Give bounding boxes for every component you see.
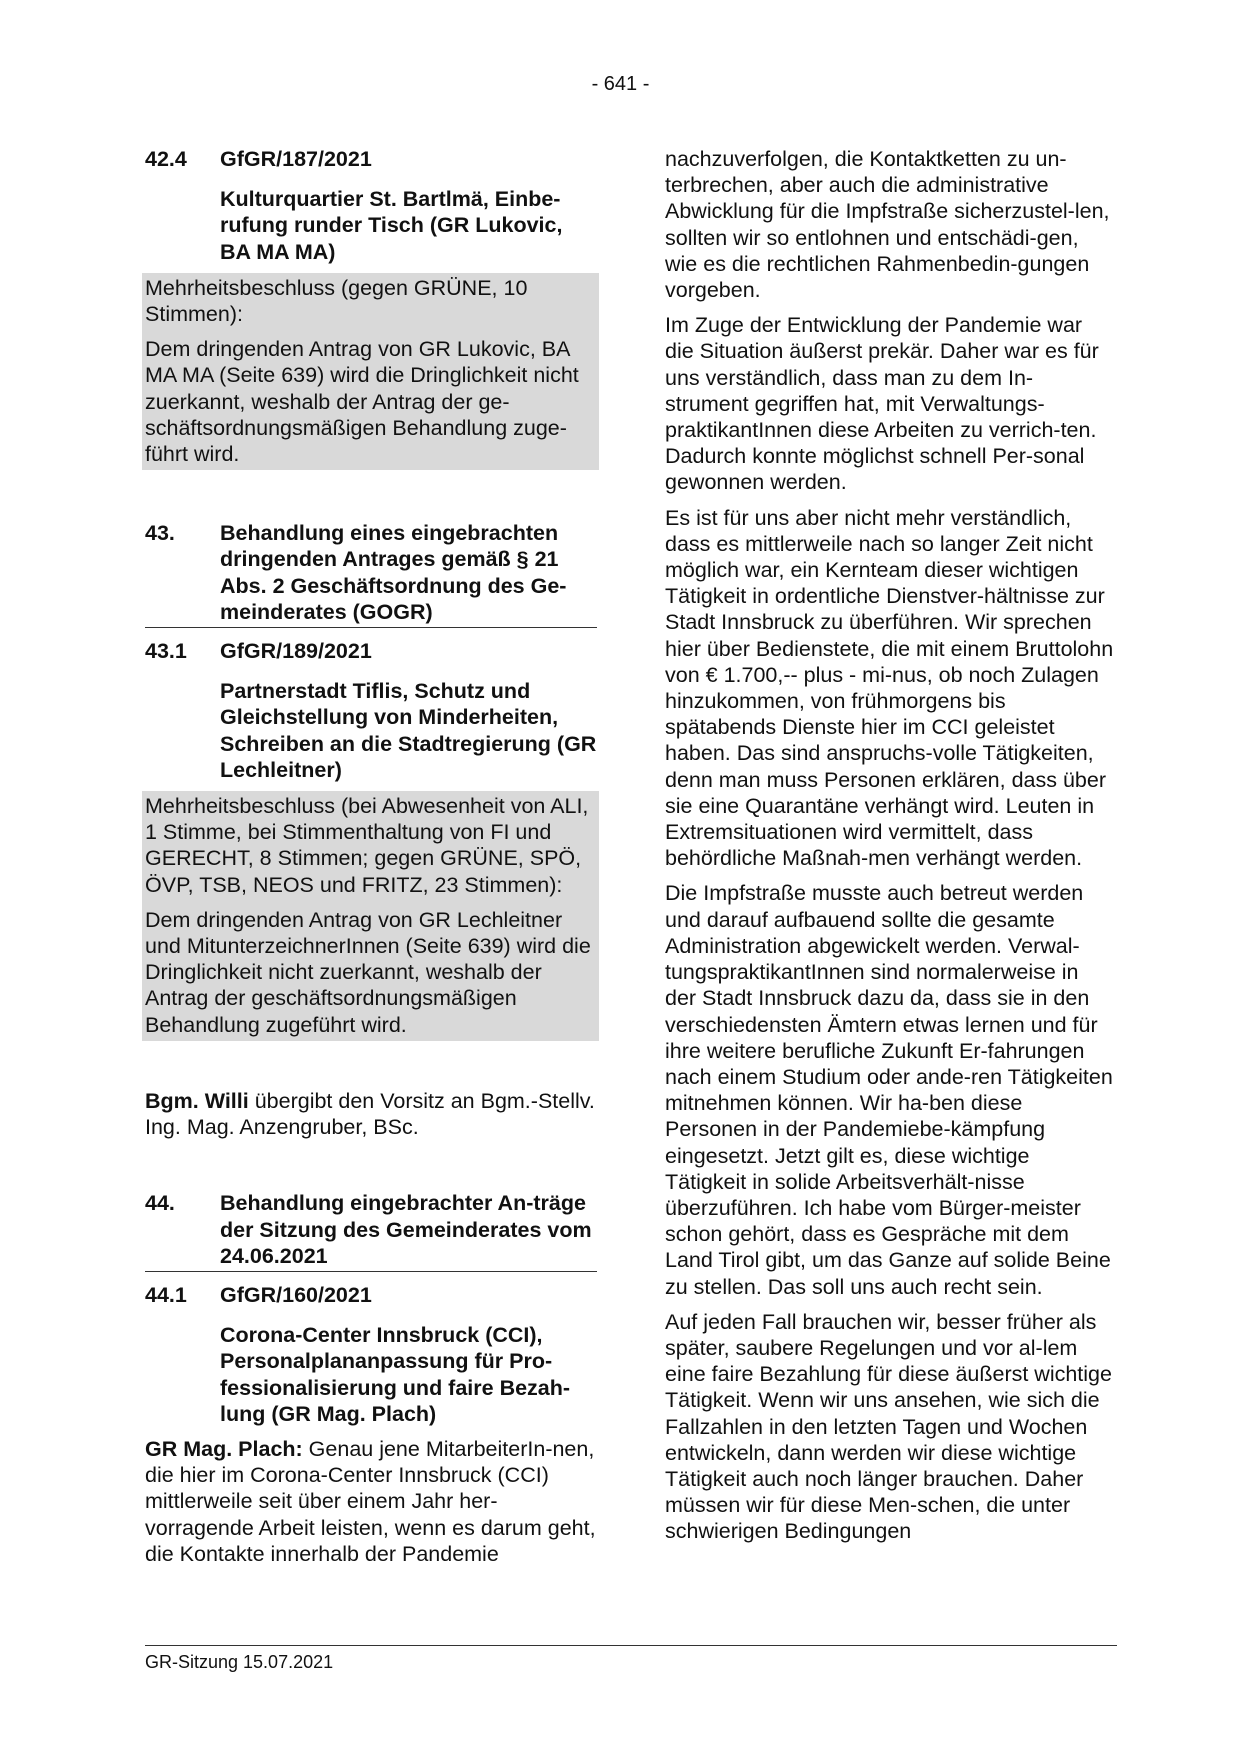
speech-paragraph: Im Zuge der Entwicklung der Pandemie war die Situation äußerst prekär. Daher war es für uns verständlich, dass man zu dem In-strument gegriffen hat, mit Verwaltungs-praktikantInnen diese Arbeiten zu verrich-ten. Dadurch konnte möglichst schnell Per-sonal gewonnen werden. bbox=[665, 313, 1099, 495]
item-42-4-heading bbox=[145, 146, 597, 172]
section-title: Behandlung eines eingebrachten dringenden Antrages gemäß § 21 Abs. 2 Geschäftsordnung des Ge-meinderates (GOGR) bbox=[220, 521, 567, 624]
item-42-4-title: Kulturquartier St. Bartlmä, Einbe-rufung runder Tisch (GR Lukovic, BA MA MA) bbox=[220, 187, 563, 264]
section-number: 44. bbox=[145, 1191, 175, 1216]
item-code: GfGR/189/2021 bbox=[220, 639, 372, 664]
speech-paragraph bbox=[145, 1436, 597, 1567]
right-column bbox=[665, 146, 1115, 1554]
chair-handover-text: übergibt den Vorsitz an Bgm.-Stellv. Ing. Mag. Anzengruber, BSc. bbox=[145, 1088, 595, 1140]
speech-paragraph: Auf jeden Fall brauchen wir, besser früher als später, saubere Regelungen und vor al-lem eine faire Bezahlung für diese äußerst wichtige Tätigkeit. Wenn wir uns ansehen, wie sich die Fallzahlen in den letzten Tagen und Wochen entwickeln, dann werden wir diese wichtige Tätigkeit auch noch länger brauchen. Daher müssen wir für diese Men-schen, die unter schwierigen Bedingungen bbox=[665, 1309, 1112, 1544]
section-number: 43. bbox=[145, 521, 175, 546]
item-code: GfGR/160/2021 bbox=[220, 1282, 372, 1307]
item-number: 43.1 bbox=[145, 639, 187, 664]
section-44-heading bbox=[145, 1190, 597, 1272]
chair-handover bbox=[145, 1088, 597, 1140]
section-title: Behandlung eingebrachter An-träge der Sitzung des Gemeinderates vom 24.06.2021 bbox=[220, 1191, 592, 1268]
speaker-name: GR Mag. Plach: bbox=[145, 1436, 303, 1461]
item-number: 42.4 bbox=[145, 147, 187, 171]
speech-text: Genau jene MitarbeiterIn-nen, die hier im Corona-Center Innsbruck (CCI) mittlerweile seit über einem Jahr her-vorragende Arbeit leisten, wenn es darum geht, die Kontakte innerhalb der Pandemie bbox=[145, 1436, 596, 1566]
section-43-heading bbox=[145, 520, 597, 628]
speech-paragraph: Es ist für uns aber nicht mehr verständlich, dass es mittlerweile nach so langer Zeit nicht möglich war, ein Kernteam dieser wichtigen Tätigkeit in ordentliche Dienstver-hältnisse zur Stadt Innsbruck zu überführen. Wir sprechen hier über Bedienstete, die mit einem Bruttolohn von € 1.700,-- plus - mi-nus, ob noch Zulagen hinzukommen, von frühmorgens bis spätabends Dienste hier im CCI geleistet haben. Das sind anspruchs-volle Tätigkeiten, denn man muss Personen erklären, dass über sie eine Quarantäne verhängt wird. Leuten in Extremsituationen wird vermittelt, dass behördliche Maßnah-men verhängt werden. bbox=[665, 505, 1114, 871]
item-43-1-title: Partnerstadt Tiflis, Schutz und Gleichstellung von Minderheiten, Schreiben an die Stadtregierung (GR Lechleitner) bbox=[220, 679, 597, 782]
item-44-1-heading bbox=[145, 1282, 597, 1308]
speech-paragraph: nachzuverfolgen, die Kontaktketten zu un-terbrechen, aber auch die administrative Abwicklung für die Impfstraße sicherzustel-len, sollten wir so entlohnen und entschädi-gen, wie es die rechtlichen Rahmenbedin-gungen vorgeben. bbox=[665, 147, 1110, 303]
decision-text: Dem dringenden Antrag von GR Lechleitner und MitunterzeichnerInnen (Seite 639) wird die Dringlichkeit nicht zuerkannt, weshalb der Antrag der geschäftsordnungsmäßigen Behandlung zugeführt wird. bbox=[145, 907, 591, 1037]
footer-session-date: GR-Sitzung 15.07.2021 bbox=[145, 1652, 334, 1672]
page-number: - 641 - bbox=[591, 73, 650, 95]
speech-paragraph: Die Impfstraße musste auch betreut werden und darauf aufbauend sollte die gesamte Administration abgewickelt werden. Verwal-tungspraktikantInnen sind normalerweise in der Stadt Innsbruck dazu da, dass sie in den verschiedensten Ämtern etwas lernen und für ihre weitere berufliche Zukunft Er-fahrungen nach einem Studium oder ande-ren Tätigkeiten mitnehmen können. Wir ha-ben diese Personen in der Pandemiebe-kämpfung eingesetzt. Jetzt gilt es, diese wichtige Tätigkeit in solide Arbeitsverhält-nisse überzuführen. Ich habe vom Bürger-meister schon gehört, dass es Gespräche mit dem Land Tirol gibt, um das Ganze auf solide Beine zu stellen. Das soll uns auch recht sein. bbox=[665, 881, 1113, 1299]
speaker-name: Bgm. Willi bbox=[145, 1088, 249, 1113]
item-43-1-heading bbox=[145, 638, 597, 664]
left-column bbox=[145, 146, 597, 1567]
decision-text: Dem dringenden Antrag von GR Lukovic, BA MA MA (Seite 639) wird die Dringlichkeit nicht zuerkannt, weshalb der Antrag der ge-schäftsordnungsmäßigen Behandlung zuge-führt wird. bbox=[145, 337, 579, 467]
item-43-1-resolution bbox=[142, 791, 599, 1041]
footer-divider bbox=[145, 1645, 1117, 1646]
vote-result: Mehrheitsbeschluss (gegen GRÜNE, 10 Stimmen): bbox=[145, 275, 528, 327]
item-44-1-title: Corona-Center Innsbruck (CCI), Personalplananpassung für Pro-fessionalisierung und faire Bezah-lung (GR Mag. Plach) bbox=[220, 1323, 571, 1426]
item-code: GfGR/187/2021 bbox=[220, 147, 372, 171]
item-number: 44.1 bbox=[145, 1282, 187, 1307]
item-42-4-resolution bbox=[142, 273, 599, 470]
vote-result: Mehrheitsbeschluss (bei Abwesenheit von ALI, 1 Stimme, bei Stimmenthaltung von FI und GERECHT, 8 Stimmen; gegen GRÜNE, SPÖ, ÖVP, TSB, NEOS und FRITZ, 23 Stimmen): bbox=[145, 794, 589, 897]
